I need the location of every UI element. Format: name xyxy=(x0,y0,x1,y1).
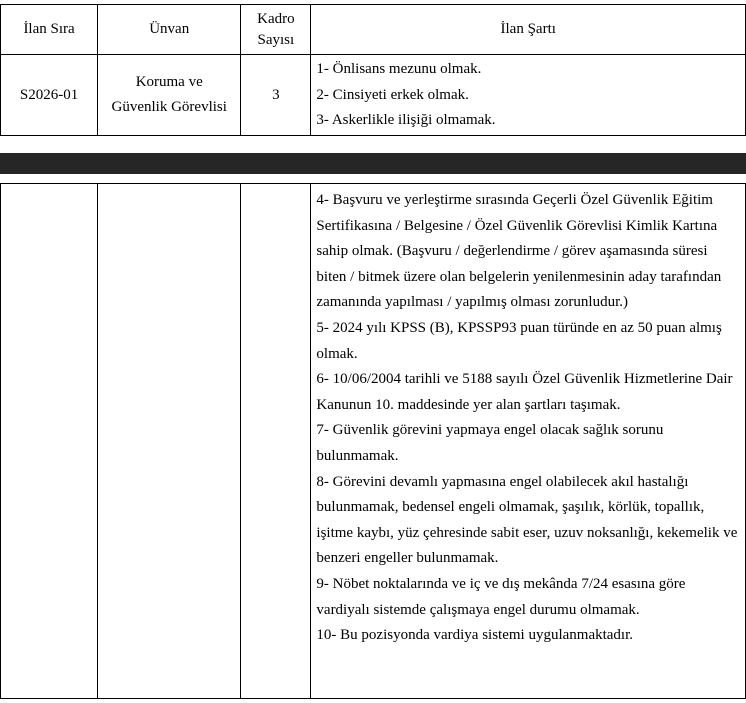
cell-ilan-sira: S2026-01 xyxy=(1,55,98,136)
header-ilan-sira: İlan Sıra xyxy=(1,5,98,55)
cell-kadro-empty xyxy=(241,184,311,699)
table-header-row xyxy=(1,5,746,55)
header-ilan-sarti: İlan Şartı xyxy=(311,5,746,55)
cell-conditions-bottom xyxy=(311,184,746,699)
header-kadro-line1: Kadro xyxy=(257,10,295,27)
condition-item: 9- Nöbet noktalarında ve iç ve dış mekânda 7/24 esasına göre vardiyalı sistemde çalışmaya engel durumu olmamak. xyxy=(316,575,686,618)
condition-item: 8- Görevini devamlı yapmasına engel olabilecek akıl hastalığı bulunmamak, bedensel engeli olmamak, şaşılık, körlük, topallık, işitme kaybı, yüz çehresinde sabit eser, uzuv noksanlığı, kekemelik ve benzeri engeller bulunmamak. xyxy=(316,473,738,567)
cell-kadro-sayisi: 3 xyxy=(241,55,311,136)
cell-unvan-empty xyxy=(98,184,241,699)
page-divider-bar xyxy=(0,153,746,174)
table-row xyxy=(1,55,746,136)
cell-ilan-sira-empty xyxy=(1,184,98,699)
condition-item: 7- Güvenlik görevini yapmaya engel olacak sağlık sorunu bulunmamak. xyxy=(316,422,664,464)
condition-item: 4- Başvuru ve yerleştirme sırasında Geçerli Özel Güvenlik Eğitim Sertifikasına / Belgesine / Özel Güvenlik Görevlisi Kimlik Kartına sahip olmak. (Başvuru / değerlendirme / görev aşamasında süresi biten / bitmek üzere olan belgelerin yenilenmesinin aday tarafından zamanında yapılması / yapılmış olması zorunludur.) xyxy=(316,192,722,311)
cell-conditions-top xyxy=(311,55,746,136)
condition-item: 5- 2024 yılı KPSS (B), KPSSP93 puan türünde en az 50 puan almış olmak. xyxy=(316,319,722,362)
cell-unvan-line1: Koruma ve xyxy=(135,74,203,90)
job-listing-table xyxy=(0,4,746,136)
job-listing-table-continued xyxy=(0,183,746,699)
header-unvan: Ünvan xyxy=(98,5,241,55)
condition-item: 2- Cinsiyeti erkek olmak. xyxy=(316,86,469,103)
header-kadro-sayisi xyxy=(241,5,311,55)
condition-item: 1- Önlisans mezunu olmak. xyxy=(316,61,482,78)
table-row xyxy=(1,184,746,699)
condition-item: 6- 10/06/2004 tarihli ve 5188 sayılı Özel Güvenlik Hizmetlerine Dair Kanunun 10. maddesinde yer alan şartları taşımak. xyxy=(316,371,733,413)
condition-item: 10- Bu pozisyonda vardiya sistemi uygulanmaktadır. xyxy=(316,627,634,644)
cell-unvan-line2: Güvenlik Görevlisi xyxy=(111,99,227,115)
cell-unvan xyxy=(98,55,241,136)
condition-item: 3- Askerlikle ilişiği olmamak. xyxy=(316,112,496,129)
header-kadro-line2: Sayısı xyxy=(257,31,295,48)
